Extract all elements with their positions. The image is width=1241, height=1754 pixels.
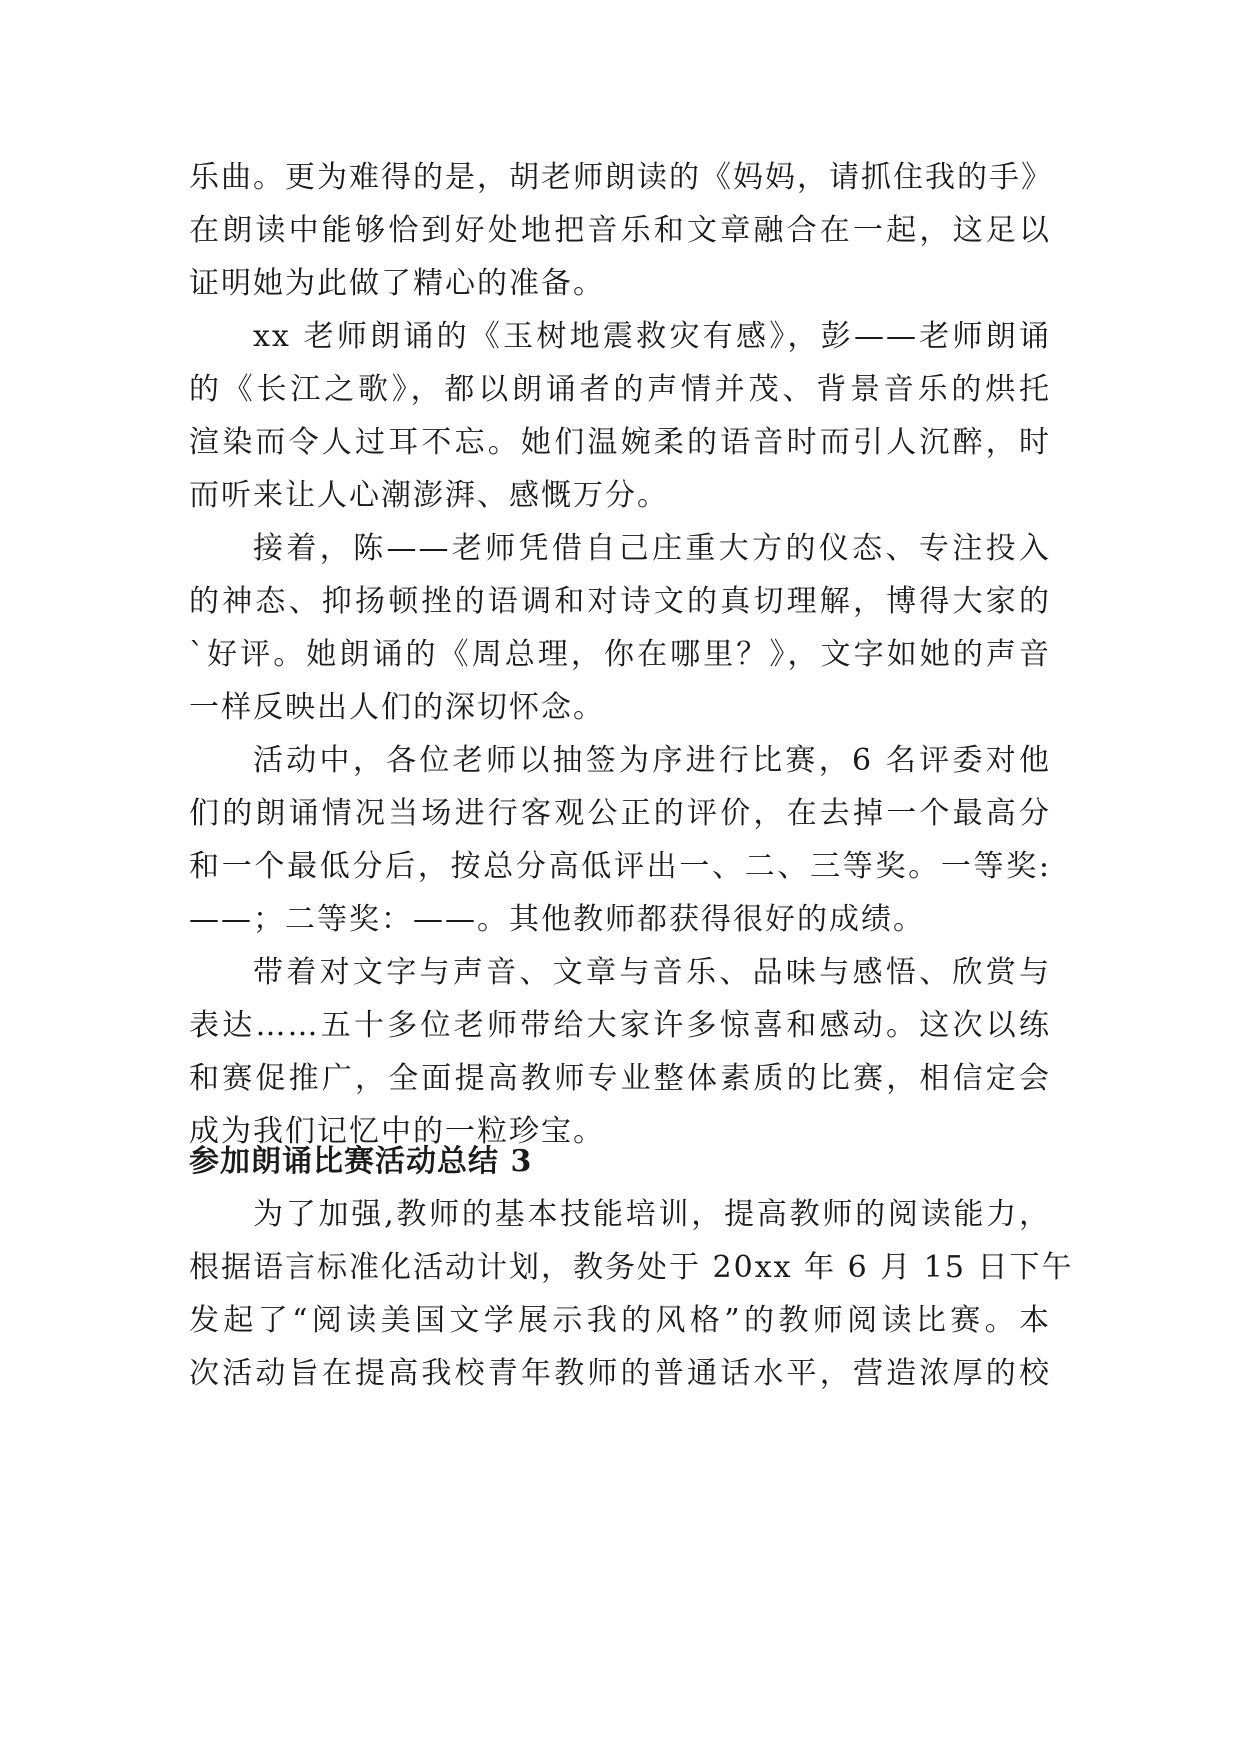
section-title: 参加朗诵比赛活动总结 3 (189, 1144, 533, 1179)
text-line: 接着，陈——老师凭借自己庄重大方的仪态、专注投入 (253, 531, 1051, 566)
text-line: 证明她为此做了精心的准备。 (189, 266, 605, 301)
paragraph (189, 319, 1051, 513)
text-line: ——；二等奖：——。其他教师都获得很好的成绩。 (189, 902, 925, 937)
text-line: `好评。她朗诵的《周总理，你在哪里？》，文字如她的声音 (189, 637, 1051, 672)
paragraph (189, 1197, 1074, 1391)
text-line: xx 老师朗诵的《玉树地震救灾有感》，彭——老师朗诵 (253, 319, 1051, 354)
paragraph (189, 955, 1051, 1149)
text-line: 而听来让人心潮澎湃、感慨万分。 (189, 478, 669, 513)
text-line: 成为我们记忆中的一粒珍宝。 (189, 1114, 605, 1149)
text-line: 活动中，各位老师以抽签为序进行比赛，6 名评委对他 (253, 743, 1051, 778)
document-body (189, 160, 1074, 1391)
text-line: 乐曲。更为难得的是，胡老师朗读的《妈妈，请抓住我的手》 (189, 160, 1053, 195)
text-line: 为了加强,教师的基本技能培训，提高教师的阅读能力， (253, 1197, 1051, 1232)
text-line: 的《长江之歌》，都以朗诵者的声情并茂、背景音乐的烘托 (189, 372, 1051, 407)
text-line: 和赛促推广，全面提高教师专业整体素质的比赛，相信定会 (189, 1061, 1051, 1096)
text-line: 和一个最低分后，按总分高低评出一、二、三等奖。一等奖: (189, 849, 1051, 884)
text-line: 的神态、抑扬顿挫的语调和对诗文的真切理解，博得大家的 (189, 584, 1051, 619)
paragraph (189, 160, 1053, 301)
paragraph (189, 743, 1051, 937)
paragraph (189, 531, 1051, 725)
text-line: 们的朗诵情况当场进行客观公正的评价，在去掉一个最高分 (189, 796, 1051, 831)
text-line: 一样反映出人们的深切怀念。 (189, 690, 605, 725)
text-line: 根据语言标准化活动计划，教务处于 20xx 年 6 月 15 日下午 (189, 1250, 1074, 1285)
text-line: 发起了“阅读美国文学展示我的风格”的教师阅读比赛。本 (189, 1303, 1051, 1338)
text-line: 在朗读中能够恰到好处地把音乐和文章融合在一起，这足以 (189, 213, 1051, 248)
text-line: 渲染而令人过耳不忘。她们温婉柔的语音时而引人沉醉，时 (189, 425, 1051, 460)
text-line: 带着对文字与声音、文章与音乐、品味与感悟、欣赏与 (253, 955, 1051, 990)
text-line: 次活动旨在提高我校青年教师的普通话水平，营造浓厚的校 (189, 1356, 1051, 1391)
text-line: 表达……五十多位老师带给大家许多惊喜和感动。这次以练 (189, 1008, 1051, 1043)
